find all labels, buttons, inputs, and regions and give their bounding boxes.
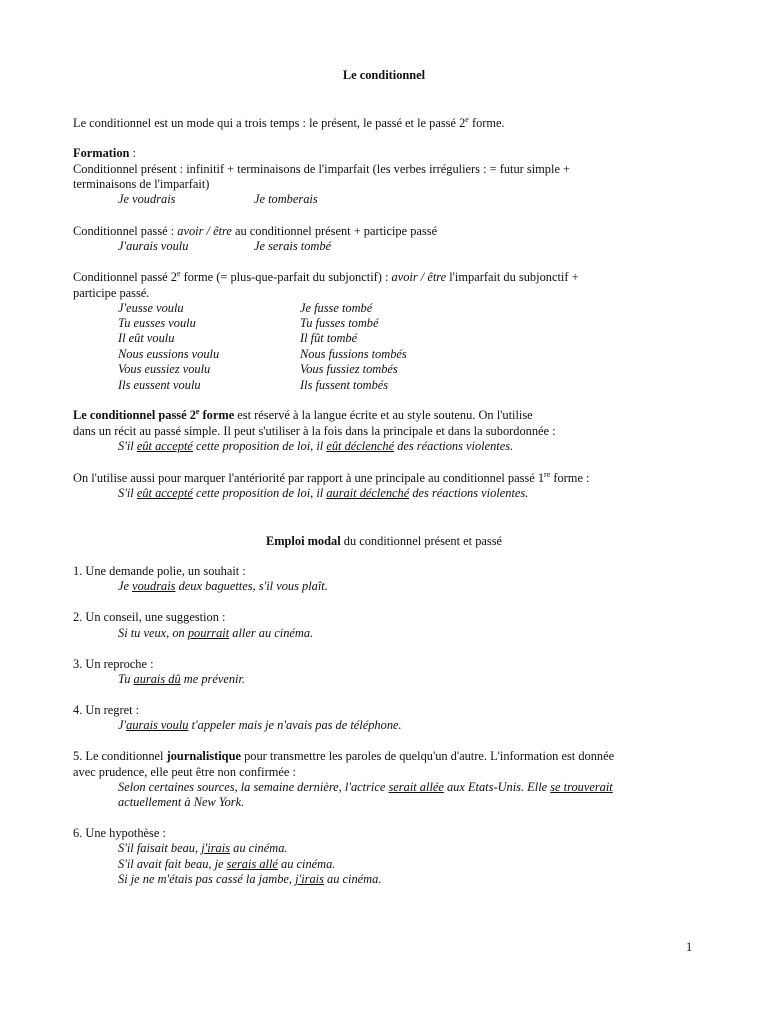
- conj-right-6: Ils fussent tombés: [300, 378, 389, 392]
- item-4-heading: 4. Un regret :: [73, 703, 140, 717]
- conj-right-4: Nous fussions tombés: [300, 347, 407, 361]
- conj-right-1: Je fusse tombé: [300, 301, 373, 315]
- item-3-heading: 3. Un reproche :: [73, 657, 154, 671]
- item-5-heading-line2: avec prudence, elle peut être non confirmée :: [73, 765, 296, 779]
- example-present-2: Je tomberais: [254, 192, 318, 206]
- present-rule-line1: Conditionnel présent : infinitif + terminaisons de l'imparfait (les verbes irréguliers : = futur simple +: [73, 162, 571, 176]
- item-4-example: J'aurais voulu t'appeler mais je n'avais pas de téléphone.: [118, 718, 402, 732]
- conj-left-6: Ils eussent voulu: [118, 378, 201, 392]
- conj-left-5: Vous eussiez voulu: [118, 362, 211, 376]
- conj-right-5: Vous fussiez tombés: [300, 362, 398, 376]
- passe2-usage-line1: Le conditionnel passé 2e forme est réservé à la langue écrite et au style soutenu. On l'utilise: [73, 406, 533, 422]
- passe2-rule-line2: participe passé.: [73, 286, 150, 300]
- item-6-example-1: S'il faisait beau, j'irais au cinéma.: [118, 841, 288, 855]
- example-passe-1: J'aurais voulu: [118, 239, 189, 253]
- formation-heading: Formation :: [73, 146, 136, 160]
- intro-paragraph: Le conditionnel est un mode qui a trois temps : le présent, le passé et le passé 2e forme.: [73, 114, 505, 130]
- item-6-heading: 6. Une hypothèse :: [73, 826, 166, 840]
- passe2-example-2: S'il eût accepté cette proposition de loi, il aurait déclenché des réactions violentes.: [118, 486, 529, 500]
- example-present-1: Je voudrais: [118, 192, 176, 206]
- document-title: Le conditionnel: [342, 68, 426, 82]
- item-2-example: Si tu veux, on pourrait aller au cinéma.: [118, 626, 314, 640]
- page-number: 1: [686, 940, 693, 954]
- passe-rule: Conditionnel passé : avoir / être au conditionnel présent + participe passé: [73, 224, 438, 238]
- conj-left-3: Il eût voulu: [118, 331, 175, 345]
- passe2-example-1: S'il eût accepté cette proposition de loi, il eût déclenché des réactions violentes.: [118, 439, 514, 453]
- present-rule-line2: terminaisons de l'imparfait): [73, 177, 210, 191]
- example-passe-2: Je serais tombé: [254, 239, 332, 253]
- conj-left-2: Tu eusses voulu: [118, 316, 196, 330]
- item-5-heading-line1: 5. Le conditionnel journalistique pour transmettre les paroles de quelqu'un d'autre. L'information est donnée: [73, 749, 615, 763]
- item-2-heading: 2. Un conseil, une suggestion :: [73, 610, 226, 624]
- item-1-heading: 1. Une demande polie, un souhait :: [73, 564, 246, 578]
- passe2-rule-line1: Conditionnel passé 2e forme (= plus-que-parfait du subjonctif) : avoir / être l'imparfait du subjonctif +: [73, 268, 579, 284]
- item-6-example-3: Si je ne m'étais pas cassé la jambe, j'irais au cinéma.: [118, 872, 382, 886]
- passe2-usage-line2: dans un récit au passé simple. Il peut s'utiliser à la fois dans la principale et dans la subordonnée :: [73, 424, 556, 438]
- item-5-example-line1: Selon certaines sources, la semaine dernière, l'actrice serait allée aux Etats-Unis. Elle se trouverait: [118, 780, 613, 794]
- conj-left-4: Nous eussions voulu: [118, 347, 220, 361]
- conj-left-1: J'eusse voulu: [118, 301, 184, 315]
- conj-right-2: Tu fusses tombé: [300, 316, 379, 330]
- emploi-heading: Emploi modal du conditionnel présent et passé: [265, 534, 503, 548]
- item-6-example-2: S'il avait fait beau, je serais allé au cinéma.: [118, 857, 336, 871]
- item-5-example-line2: actuellement à New York.: [118, 795, 245, 809]
- conj-right-3: Il fût tombé: [300, 331, 358, 345]
- item-1-example: Je voudrais deux baguettes, s'il vous plaît.: [118, 579, 328, 593]
- anteriorite-line: On l'utilise aussi pour marquer l'antériorité par rapport à une principale au conditionnel passé 1re forme :: [73, 469, 590, 485]
- item-3-example: Tu aurais dû me prévenir.: [118, 672, 246, 686]
